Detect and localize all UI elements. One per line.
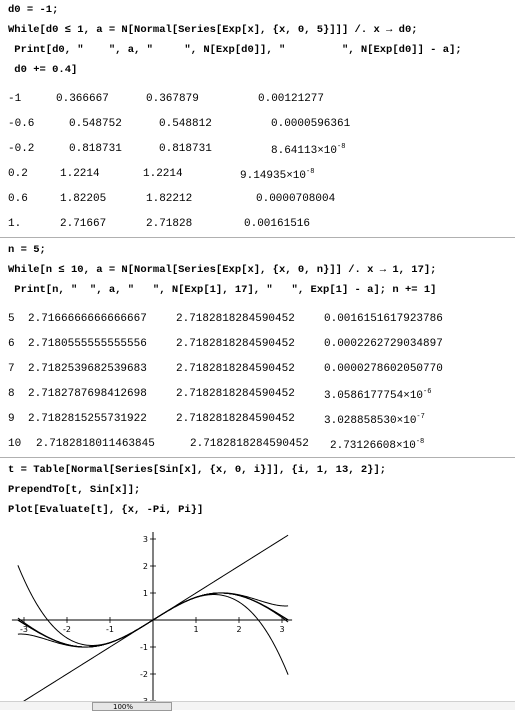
output-diff: 0.00121277	[258, 93, 325, 105]
output-diff: 0.0000596361	[271, 118, 351, 130]
output-diff-exponent: -8	[337, 143, 346, 151]
output-a: 0.548752	[69, 118, 122, 130]
input-line[interactable]: t = Table[Normal[Series[Sin[x], {x, 0, i}]], {i, 1, 13, 2}];	[8, 464, 387, 476]
output-exp: 0.818731	[159, 143, 212, 155]
cell-divider	[0, 457, 515, 458]
output-diff-exponent: -8	[306, 168, 315, 176]
cell-divider	[0, 237, 515, 238]
y-tick-label: -1	[140, 643, 148, 652]
output-exp: 1.2214	[143, 168, 183, 180]
output-exp: 1.82212	[146, 193, 193, 205]
input-line[interactable]: PrependTo[t, Sin[x]];	[8, 484, 141, 496]
input-line[interactable]: While[d0 ≤ 1, a = N[Normal[Series[Exp[x], {x, 0, 5}]]] /. x → d0;	[8, 24, 418, 36]
output-diff: 0.0002262729034897	[324, 338, 443, 350]
output-n: 8	[8, 388, 15, 400]
output-diff-mantissa: 2.73126608×10	[330, 440, 416, 452]
output-diff-mantissa: 8.64113×10	[271, 145, 338, 157]
output-diff: 0.00161516	[244, 218, 311, 230]
output-a: 2.7182818011463845	[36, 438, 155, 450]
output-a: 0.818731	[69, 143, 122, 155]
output-a: 2.7166666666666667	[28, 313, 147, 325]
output-n: 5	[8, 313, 15, 325]
x-tick-label: 2	[236, 625, 242, 634]
output-diff: 0.0000708004	[256, 193, 336, 205]
output-diff	[271, 143, 345, 157]
output-exp: 2.7182818284590452	[176, 413, 295, 425]
output-diff: 0.0000278602050770	[324, 363, 443, 375]
output-diff: 0.0016151617923786	[324, 313, 443, 325]
taylor-series-plot[interactable]	[0, 528, 310, 704]
input-line[interactable]: While[n ≤ 10, a = N[Normal[Series[Exp[x], {x, 0, n}]] /. x → 1, 17];	[8, 264, 437, 276]
output-a: 2.7182815255731922	[28, 413, 147, 425]
input-line[interactable]: n = 5;	[8, 244, 46, 256]
output-diff-mantissa: 9.14935×10	[240, 170, 307, 182]
output-exp: 2.7182818284590452	[176, 363, 295, 375]
x-tick-label: 1	[193, 625, 199, 634]
x-tick-label: -2	[63, 625, 71, 634]
y-tick-label: 2	[142, 562, 148, 571]
output-diff-exponent: -7	[416, 413, 425, 421]
output-n: 9	[8, 413, 15, 425]
output-exp: 0.548812	[159, 118, 212, 130]
input-line[interactable]: Plot[Evaluate[t], {x, -Pi, Pi}]	[8, 504, 204, 516]
input-line[interactable]: d0 = -1;	[8, 4, 59, 16]
output-exp: 0.367879	[146, 93, 199, 105]
output-a: 2.7182539682539683	[28, 363, 147, 375]
output-n: 10	[8, 438, 22, 450]
output-d0: -1	[8, 93, 22, 105]
output-diff-mantissa: 3.0586177754×10	[324, 390, 424, 402]
output-a: 2.7182787698412698	[28, 388, 147, 400]
output-exp: 2.7182818284590452	[190, 438, 309, 450]
output-d0: 0.6	[8, 193, 28, 205]
output-diff	[324, 413, 425, 427]
output-a: 2.71667	[60, 218, 107, 230]
output-diff-exponent: -6	[423, 388, 432, 396]
output-diff-mantissa: 3.028858530×10	[324, 415, 417, 427]
input-line[interactable]: Print[d0, " ", a, " ", N[Exp[d0]], " ", N[Exp[d0]] - a];	[8, 44, 462, 56]
output-d0: 0.2	[8, 168, 28, 180]
output-diff-exponent: -8	[415, 438, 425, 446]
x-tick-label: -3	[20, 625, 28, 634]
y-tick-label: 1	[142, 589, 148, 598]
output-n: 6	[8, 338, 15, 350]
output-exp: 2.71828	[146, 218, 193, 230]
y-tick-label: -2	[140, 670, 148, 679]
output-exp: 2.7182818284590452	[176, 338, 295, 350]
output-n: 7	[8, 363, 15, 375]
output-diff	[330, 438, 424, 452]
output-diff	[324, 388, 431, 402]
output-a: 0.366667	[56, 93, 109, 105]
zoom-level-field[interactable]: 100%	[92, 702, 172, 711]
x-tick-label: -1	[106, 625, 114, 634]
output-d0: -0.6	[8, 118, 35, 130]
input-line[interactable]: Print[n, " ", a, " ", N[Exp[1], 17], " ", Exp[1] - a]; n += 1]	[8, 284, 437, 296]
output-d0: 1.	[8, 218, 22, 230]
output-a: 2.7180555555555556	[28, 338, 147, 350]
output-a: 1.2214	[60, 168, 100, 180]
output-a: 1.82205	[60, 193, 107, 205]
output-d0: -0.2	[8, 143, 35, 155]
output-diff	[240, 168, 314, 182]
input-line[interactable]: d0 += 0.4]	[8, 64, 78, 76]
y-tick-label: 3	[142, 535, 148, 544]
output-exp: 2.7182818284590452	[176, 313, 295, 325]
x-tick-label: 3	[279, 625, 285, 634]
output-exp: 2.7182818284590452	[176, 388, 295, 400]
